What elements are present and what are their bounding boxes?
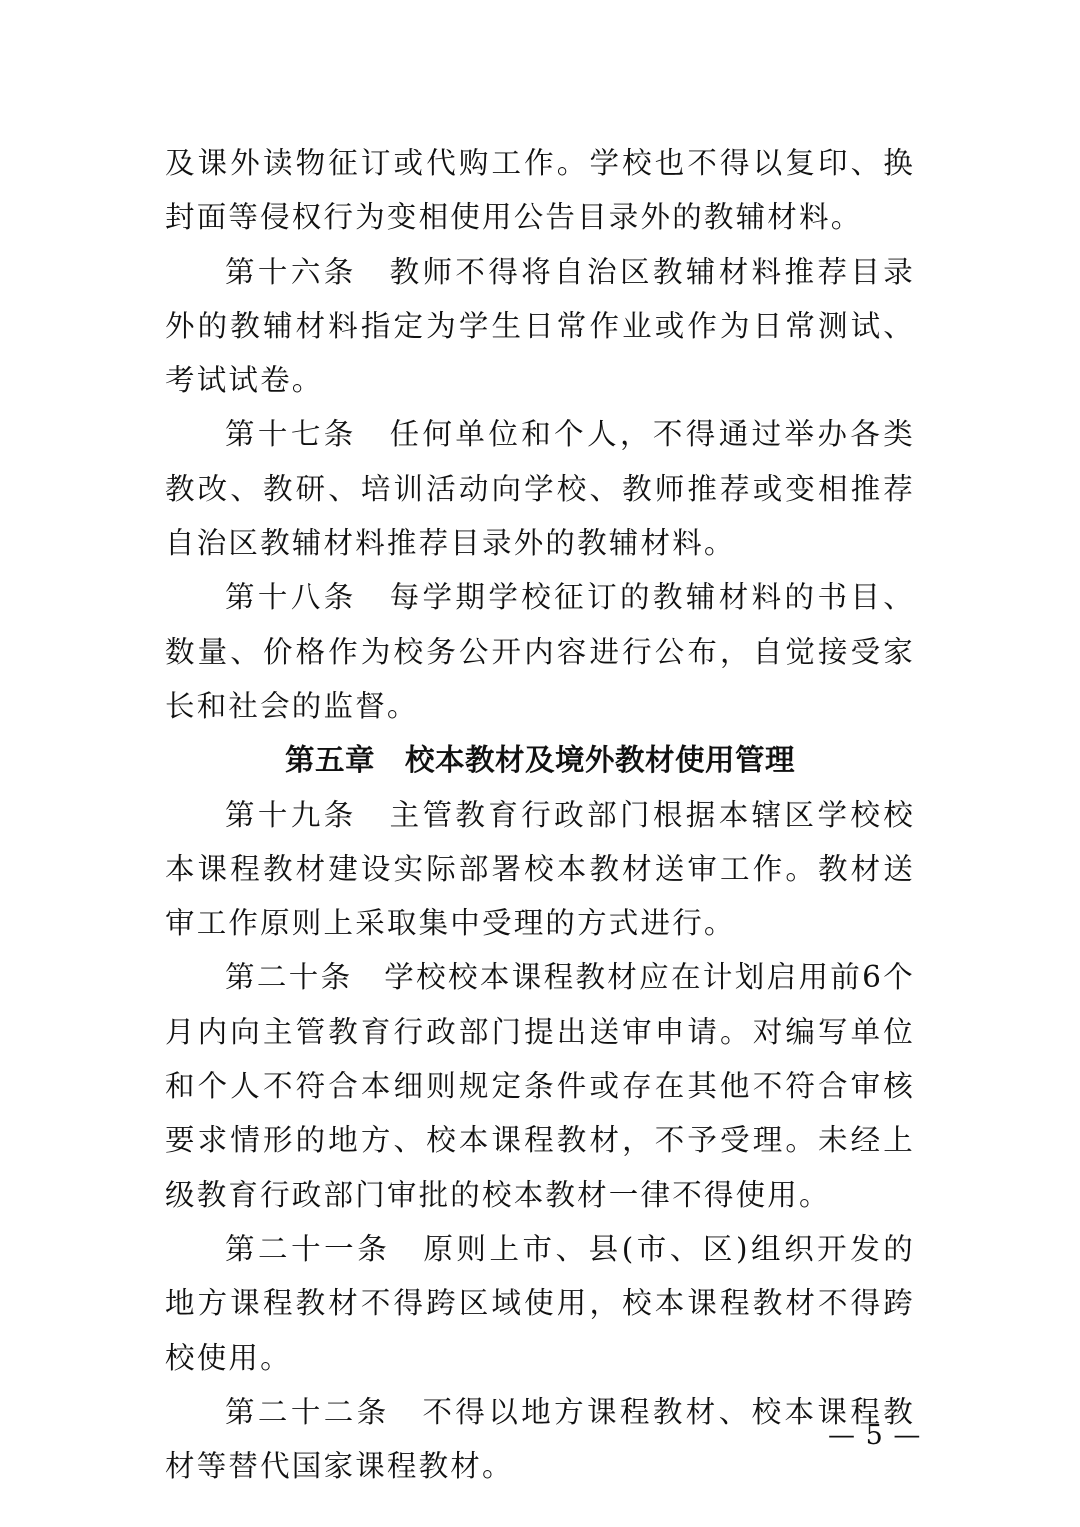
paragraph-continuation: 及课外读物征订或代购工作。学校也不得以复印、换封面等侵权行为变相使用公告目录外的教辅材料。 xyxy=(165,146,915,235)
article-19: 第十九条 主管教育行政部门根据本辖区学校校本课程教材建设实际部署校本教材送审工作。教材送审工作原则上采取集中受理的方式进行。 xyxy=(165,797,915,941)
article-21: 第二十一条 原则上市、县(市、区)组织开发的地方课程教材不得跨区域使用，校本课程教材不得跨校使用。 xyxy=(165,1231,915,1375)
page-number: — 5 — xyxy=(828,1420,922,1451)
article-20: 第二十条 学校校本课程教材应在计划启用前6个月内向主管教育行政部门提出送审申请。对编写单位和个人不符合本细则规定条件或存在其他不符合审核要求情形的地方、校本课程教材，不予受理。未经上级教育行政部门审批的校本教材一律不得使用。 xyxy=(165,960,915,1212)
document-body xyxy=(165,136,915,1493)
article-17: 第十七条 任何单位和个人，不得通过举办各类教改、教研、培训活动向学校、教师推荐或变相推荐自治区教辅材料推荐目录外的教辅材料。 xyxy=(165,417,915,561)
chapter-title: 第五章 校本教材及境外教材使用管理 xyxy=(284,743,795,778)
article-22: 第二十二条 不得以地方课程教材、校本课程教材等替代国家课程教材。 xyxy=(165,1394,915,1484)
article-18: 第十八条 每学期学校征订的教辅材料的书目、数量、价格作为校务公开内容进行公布，自觉接受家长和社会的监督。 xyxy=(165,580,915,723)
article-16: 第十六条 教师不得将自治区教辅材料推荐目录外的教辅材料指定为学生日常作业或作为日常测试、考试试卷。 xyxy=(165,254,915,398)
